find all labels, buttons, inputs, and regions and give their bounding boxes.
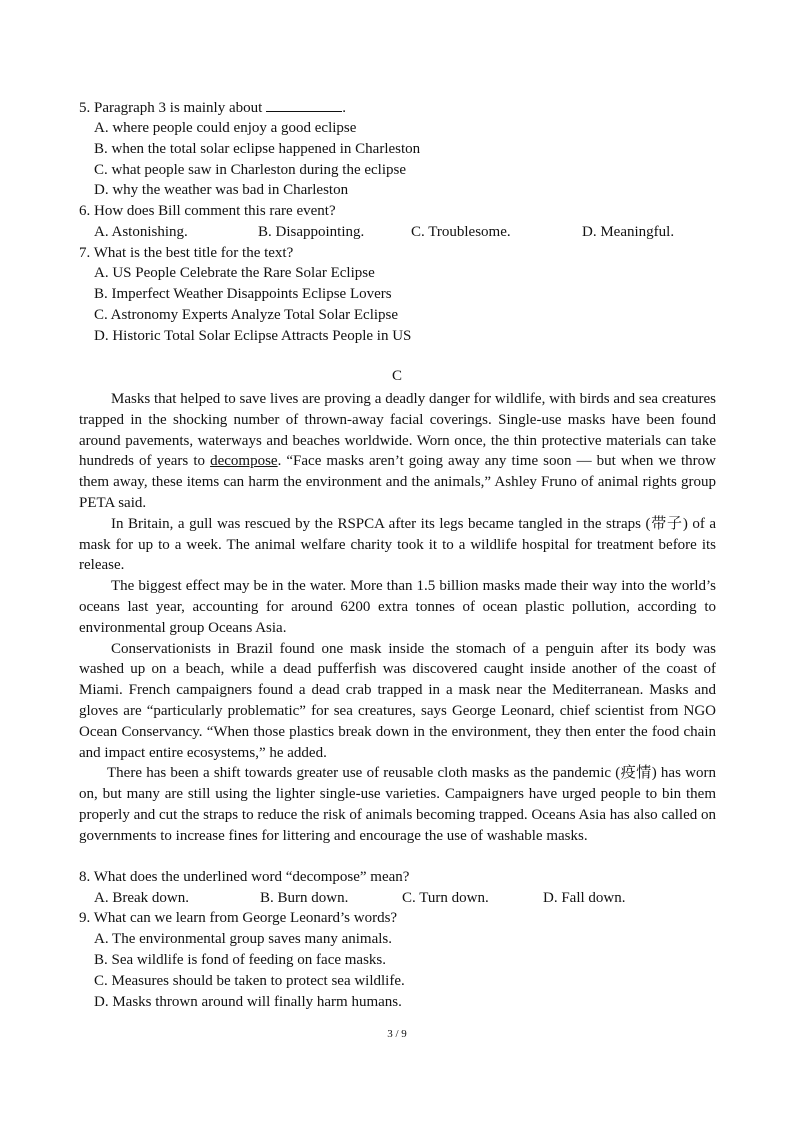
question-9-option-b: B. Sea wildlife is fond of feeding on face masks. (94, 952, 387, 968)
underlined-word: decompose (210, 453, 278, 470)
section-title: C (391, 368, 402, 384)
question-6-option-d: D. Meaningful. (582, 224, 675, 240)
question-5-text: 5. Paragraph 3 is mainly about (79, 100, 263, 116)
passage-paragraph-1 (79, 389, 716, 514)
question-9-option-a: A. The environmental group saves many animals. (94, 931, 392, 947)
paragraph-1-part-a: Masks that helped to save lives are proving a deadly danger for wildlife, with birds and sea creatures trapped in the shocking number of thrown-away facial coverings. Single-use masks have been found around pavements, waterways and beaches worldwide. Worn once, the thin protective materials can take hundreds of years to (79, 391, 716, 470)
question-8-option-d: D. Fall down. (543, 890, 626, 906)
question-7-option-a: A. US People Celebrate the Rare Solar Eclipse (94, 265, 375, 281)
question-6-option-a: A. Astonishing. (94, 224, 188, 240)
question-9-option-c: C. Measures should be taken to protect sea wildlife. (94, 973, 405, 989)
paragraph-1-part-b: . “Face masks aren’t going away any time soon — but when we throw them away, these items can harm the environment and the animals,” Ashley Fruno of animal rights group PETA said. (79, 453, 717, 511)
page-number: 3 / 9 (387, 1028, 407, 1040)
question-5-option-d: D. why the weather was bad in Charleston (94, 182, 349, 198)
reading-passage (79, 389, 716, 847)
question-5-stem (79, 97, 346, 119)
question-9-option-d: D. Masks thrown around will finally harm humans. (94, 994, 402, 1010)
question-5-option-c: C. what people saw in Charleston during the eclipse (94, 162, 407, 178)
question-5-option-a: A. where people could enjoy a good eclipse (94, 120, 357, 136)
answer-blank (266, 97, 342, 112)
question-5-period: . (342, 100, 347, 116)
question-6-option-c: C. Troublesome. (411, 224, 511, 240)
question-6-option-b: B. Disappointing. (258, 224, 365, 240)
question-7-stem: 7. What is the best title for the text? (79, 245, 294, 261)
question-5-option-b: B. when the total solar eclipse happened in Charleston (94, 141, 421, 157)
passage-paragraph-5: There has been a shift towards greater use of reusable cloth masks as the pandemic (疫情) has worn on, but many are still using the lighter single-use varieties. Campaigners have urged people to bin them properly and cut the straps to reduce the risk of animals becoming trapped. Oceans Asia has also called on governments to increase fines for littering and encourage the use of washable masks. (79, 765, 716, 844)
question-6-stem: 6. How does Bill comment this rare event? (79, 203, 336, 219)
question-7-option-b: B. Imperfect Weather Disappoints Eclipse Lovers (94, 286, 392, 302)
question-9-stem: 9. What can we learn from George Leonard’s words? (79, 910, 398, 926)
question-8-option-b: B. Burn down. (260, 890, 349, 906)
question-7-option-d: D. Historic Total Solar Eclipse Attracts People in US (94, 328, 412, 344)
passage-paragraph-4: Conservationists in Brazil found one mask inside the stomach of a penguin after its body was washed up on a beach, while a dead pufferfish was discovered caught inside another of the coast of Miami. French campaigners found a dead crab trapped in a mask near the Mediterranean. Masks and gloves are “particularly problematic” for sea creatures, says George Leonard, chief scientist from NGO Ocean Conservancy. “When those plastics break down in the environment, they then enter the food chain and impact entire ecosystems,” he added. (79, 640, 716, 761)
question-8-option-a: A. Break down. (94, 890, 189, 906)
passage-paragraph-2: In Britain, a gull was rescued by the RSPCA after its legs became tangled in the straps (带子) of a mask for up to a week. The animal welfare charity took it to a wildlife hospital for treatment before its release. (79, 515, 716, 574)
question-8-stem: 8. What does the underlined word “decompose” mean? (79, 869, 410, 885)
question-8-option-c: C. Turn down. (402, 890, 489, 906)
passage-paragraph-3: The biggest effect may be in the water. More than 1.5 billion masks made their way into the world’s oceans last year, accounting for around 6200 extra tonnes of ocean plastic pollution, according to environmental group Oceans Asia. (79, 578, 716, 636)
question-7-option-c: C. Astronomy Experts Analyze Total Solar Eclipse (94, 307, 399, 323)
